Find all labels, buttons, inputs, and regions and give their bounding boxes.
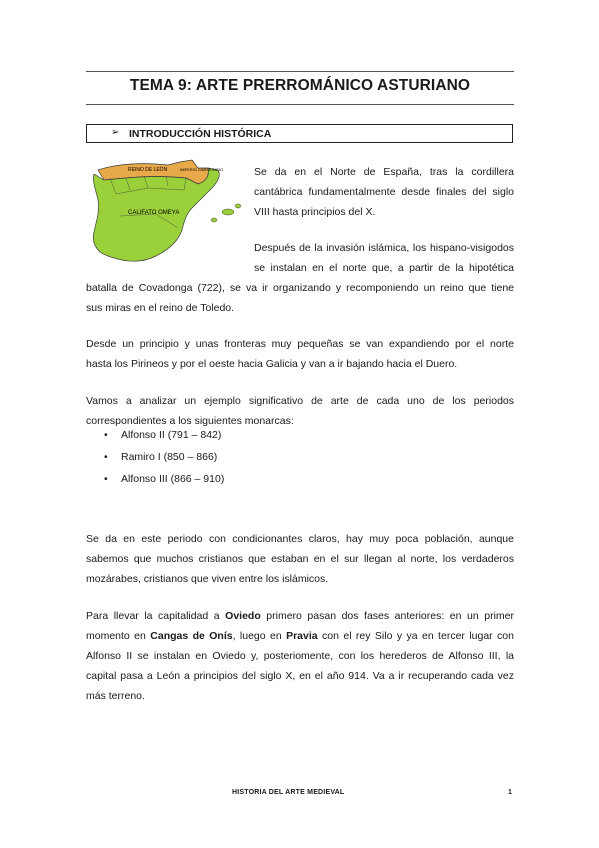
paragraph-5-line-3: mozárabes, cristianos que viven entre los islámicos. [86,573,329,585]
place-pravia: Pravia [286,630,318,642]
section-heading: INTRODUCCIÓN HISTÓRICA [129,128,272,140]
paragraph-6-line-2 [86,626,514,646]
text-segment: primero pasan dos fases anteriores: en un primer [260,610,514,622]
text-segment: con el rey Silo y ya en tercer lugar con [317,630,514,642]
paragraph-2-line-1: Después de la invasión islámica, los hispano-visigodos [254,242,514,254]
page-number: 1 [508,789,513,796]
text-segment: Para llevar la capitalidad a [86,610,226,622]
balearic-island-menorca [235,204,241,208]
section-heading-box [86,124,513,143]
header-bottom-rule [86,104,514,105]
paragraph-6-line-3: Alfonso II se instalan en Oviedo y, posteriomente, con los herederos de Alfonso III, la [86,650,514,662]
paragraph-1-line-3: VIII hasta principios del X. [254,206,376,218]
list-item-label: Ramiro I (850 – 866) [121,451,218,463]
paragraph-3-line-1: Desde un principio y unas fronteras muy pequeñas se van expandiendo por el norte [86,338,514,350]
list-item-label: Alfonso II (791 – 842) [121,429,222,441]
paragraph-2-line-4: sus miras en el reino de Toledo. [86,302,235,314]
paragraph-1-line-1: Se da en el Norte de España, tras la cordillera [254,166,514,178]
paragraph-2-line-2: se instalan en el norte que, a partir de la hipotética [254,262,514,274]
monarchs-list [104,424,224,490]
paragraph-3-line-2: hasta los Pirineos y por el oeste hacia Galicia y van a ir bajando hacia el Duero. [86,358,458,370]
map-label-califato: CALIFATO OMEYA [128,210,180,216]
list-item [104,424,224,446]
balearic-island-mallorca [222,209,234,215]
list-item [104,468,224,490]
paragraph-6-line-1 [86,606,514,626]
bullet-icon: • [104,451,108,463]
footer-title: HISTORIA DEL ARTE MEDIEVAL [232,789,345,796]
balearic-island-ibiza [211,218,217,222]
page-title: TEMA 9: ARTE PRERROMÁNICO ASTURIANO [129,77,471,94]
bullet-icon: • [104,473,108,485]
list-item [104,446,224,468]
paragraph-6-line-5: más terreno. [86,690,145,702]
place-oviedo: Oviedo [225,610,261,622]
arrow-bullet-icon: ➢ [111,127,120,138]
place-cangas-de-onis: Cangas de Onís [150,630,233,642]
header-top-rule [86,71,514,72]
map-label-imperio: IMPERIO CAROLINGIO [180,167,224,172]
paragraph-4-line-1: Vamos a analizar un ejemplo significativo de arte de cada uno de los periodos [86,395,514,407]
list-item-label: Alfonso III (866 – 910) [121,473,225,485]
paragraph-5-line-1: Se da en este periodo con condicionantes claros, hay muy poca población, aunque [86,533,514,545]
map-label-reino: REINO DE LEÓN [128,167,168,173]
text-segment: , luego en [232,630,287,642]
paragraph-2-line-3: batalla de Covadonga (722), se va ir organizando y recomponiendo un reino que tiene [86,282,514,294]
paragraph-5-line-2: sabemos que muchos cristianos que estaban en el sur llegan al norte, los verdaderos [86,553,514,565]
paragraph-1-line-2: cantábrica fundamentalmente desde finales del siglo [254,186,514,198]
paragraph-4-line-2: correspondientes a los siguientes monarcas: [86,415,294,427]
bullet-icon: • [104,429,108,441]
paragraph-6-line-4: capital pasa a León a principios del siglo X, en el año 914. Va a ir recuperando cada vez [86,670,514,682]
text-segment: momento en [86,630,151,642]
iberia-map-image [86,156,246,270]
